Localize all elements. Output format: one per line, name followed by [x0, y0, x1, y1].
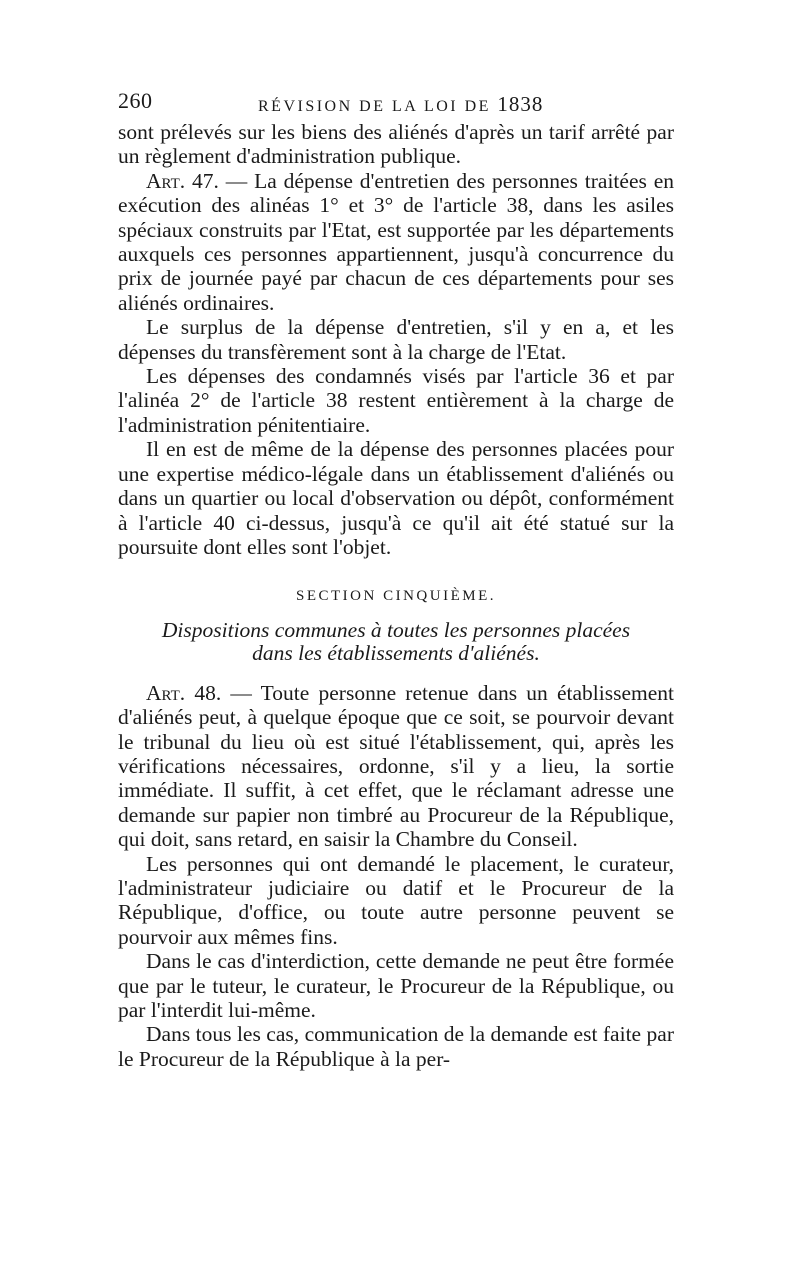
section-subtitle-line-1: Dispositions communes à toutes les personnes placées [161, 617, 631, 642]
section-title: SECTION CINQUIÈME. [296, 588, 496, 605]
page-number: 260 [118, 88, 153, 113]
paragraph: Le surplus de la dépense d'entretien, s'il y en a, et les dépenses du transfèrement sont à la charge de l'Etat. [118, 315, 674, 364]
running-head-text: RÉVISION DE LA LOI DE [258, 98, 491, 115]
article-48-text: — Toute personne retenue dans un établissement d'aliénés peut, à quelque époque que ce soit, se pourvoir devant le tribunal du lieu où est situé l'établissement, qui, après les vérifications nécessaires, ordonne, s'il y a lieu, la sortie immédiate. Il suffit, à cet effet, que le réclamant adresse une demande sur papier non timbré au Procureur de la République, qui doit, sans retard, en saisir la Chambre du Conseil. [118, 680, 674, 852]
paragraph: Les dépenses des condamnés visés par l'article 36 et par l'alinéa 2° de l'article 38 restent entièrement à la charge de l'administration pénitentiaire. [118, 364, 674, 437]
paragraph: Dans tous les cas, communication de la demande est faite par le Procureur de la République à la per- [118, 1022, 674, 1071]
page-header [118, 88, 678, 118]
article-47-label: Art. 47. [146, 168, 219, 193]
paragraph: Il en est de même de la dépense des personnes placées pour une expertise médico-légale dans un établissement d'aliénés ou dans un quartier ou local d'observation ou dépôt, conformément à l'article 40 ci-dessus, jusqu'à ce qu'il ait été statué sur la poursuite dont elles sont l'objet. [118, 437, 674, 559]
running-head [258, 92, 543, 117]
article-47-text: — La dépense d'entretien des personnes traitées en exécution des alinéas 1° et 3° de l'article 38, dans les asiles spéciaux construits par l'Etat, est supportée par les départements auxquels ces personnes appartiennent, jusqu'à concurrence du prix de journée payé par chacun de ces départements pour ses aliénés ordinaires. [118, 168, 674, 315]
section-subtitle [118, 619, 674, 665]
paragraph-continued: sont prélevés sur les biens des aliénés d'après un tarif arrêté par un règlement d'administration publique. [118, 120, 674, 169]
page-body [118, 120, 674, 1071]
section-subtitle-line-2: dans les établissements d'aliénés. [252, 640, 540, 665]
running-head-year: 1838 [497, 92, 544, 116]
paragraph: Les personnes qui ont demandé le placement, le curateur, l'administrateur judiciaire ou datif et le Procureur de la République, d'office, ou toute autre personne peuvent se pourvoir aux mêmes fins. [118, 851, 674, 949]
paragraph: Dans le cas d'interdiction, cette demande ne peut être formée que par le tuteur, le curateur, le Procureur de la République, ou par l'interdit lui-même. [118, 949, 674, 1022]
article-48-label: Art. 48. [146, 680, 222, 705]
article-48 [118, 681, 674, 852]
article-47 [118, 169, 674, 315]
